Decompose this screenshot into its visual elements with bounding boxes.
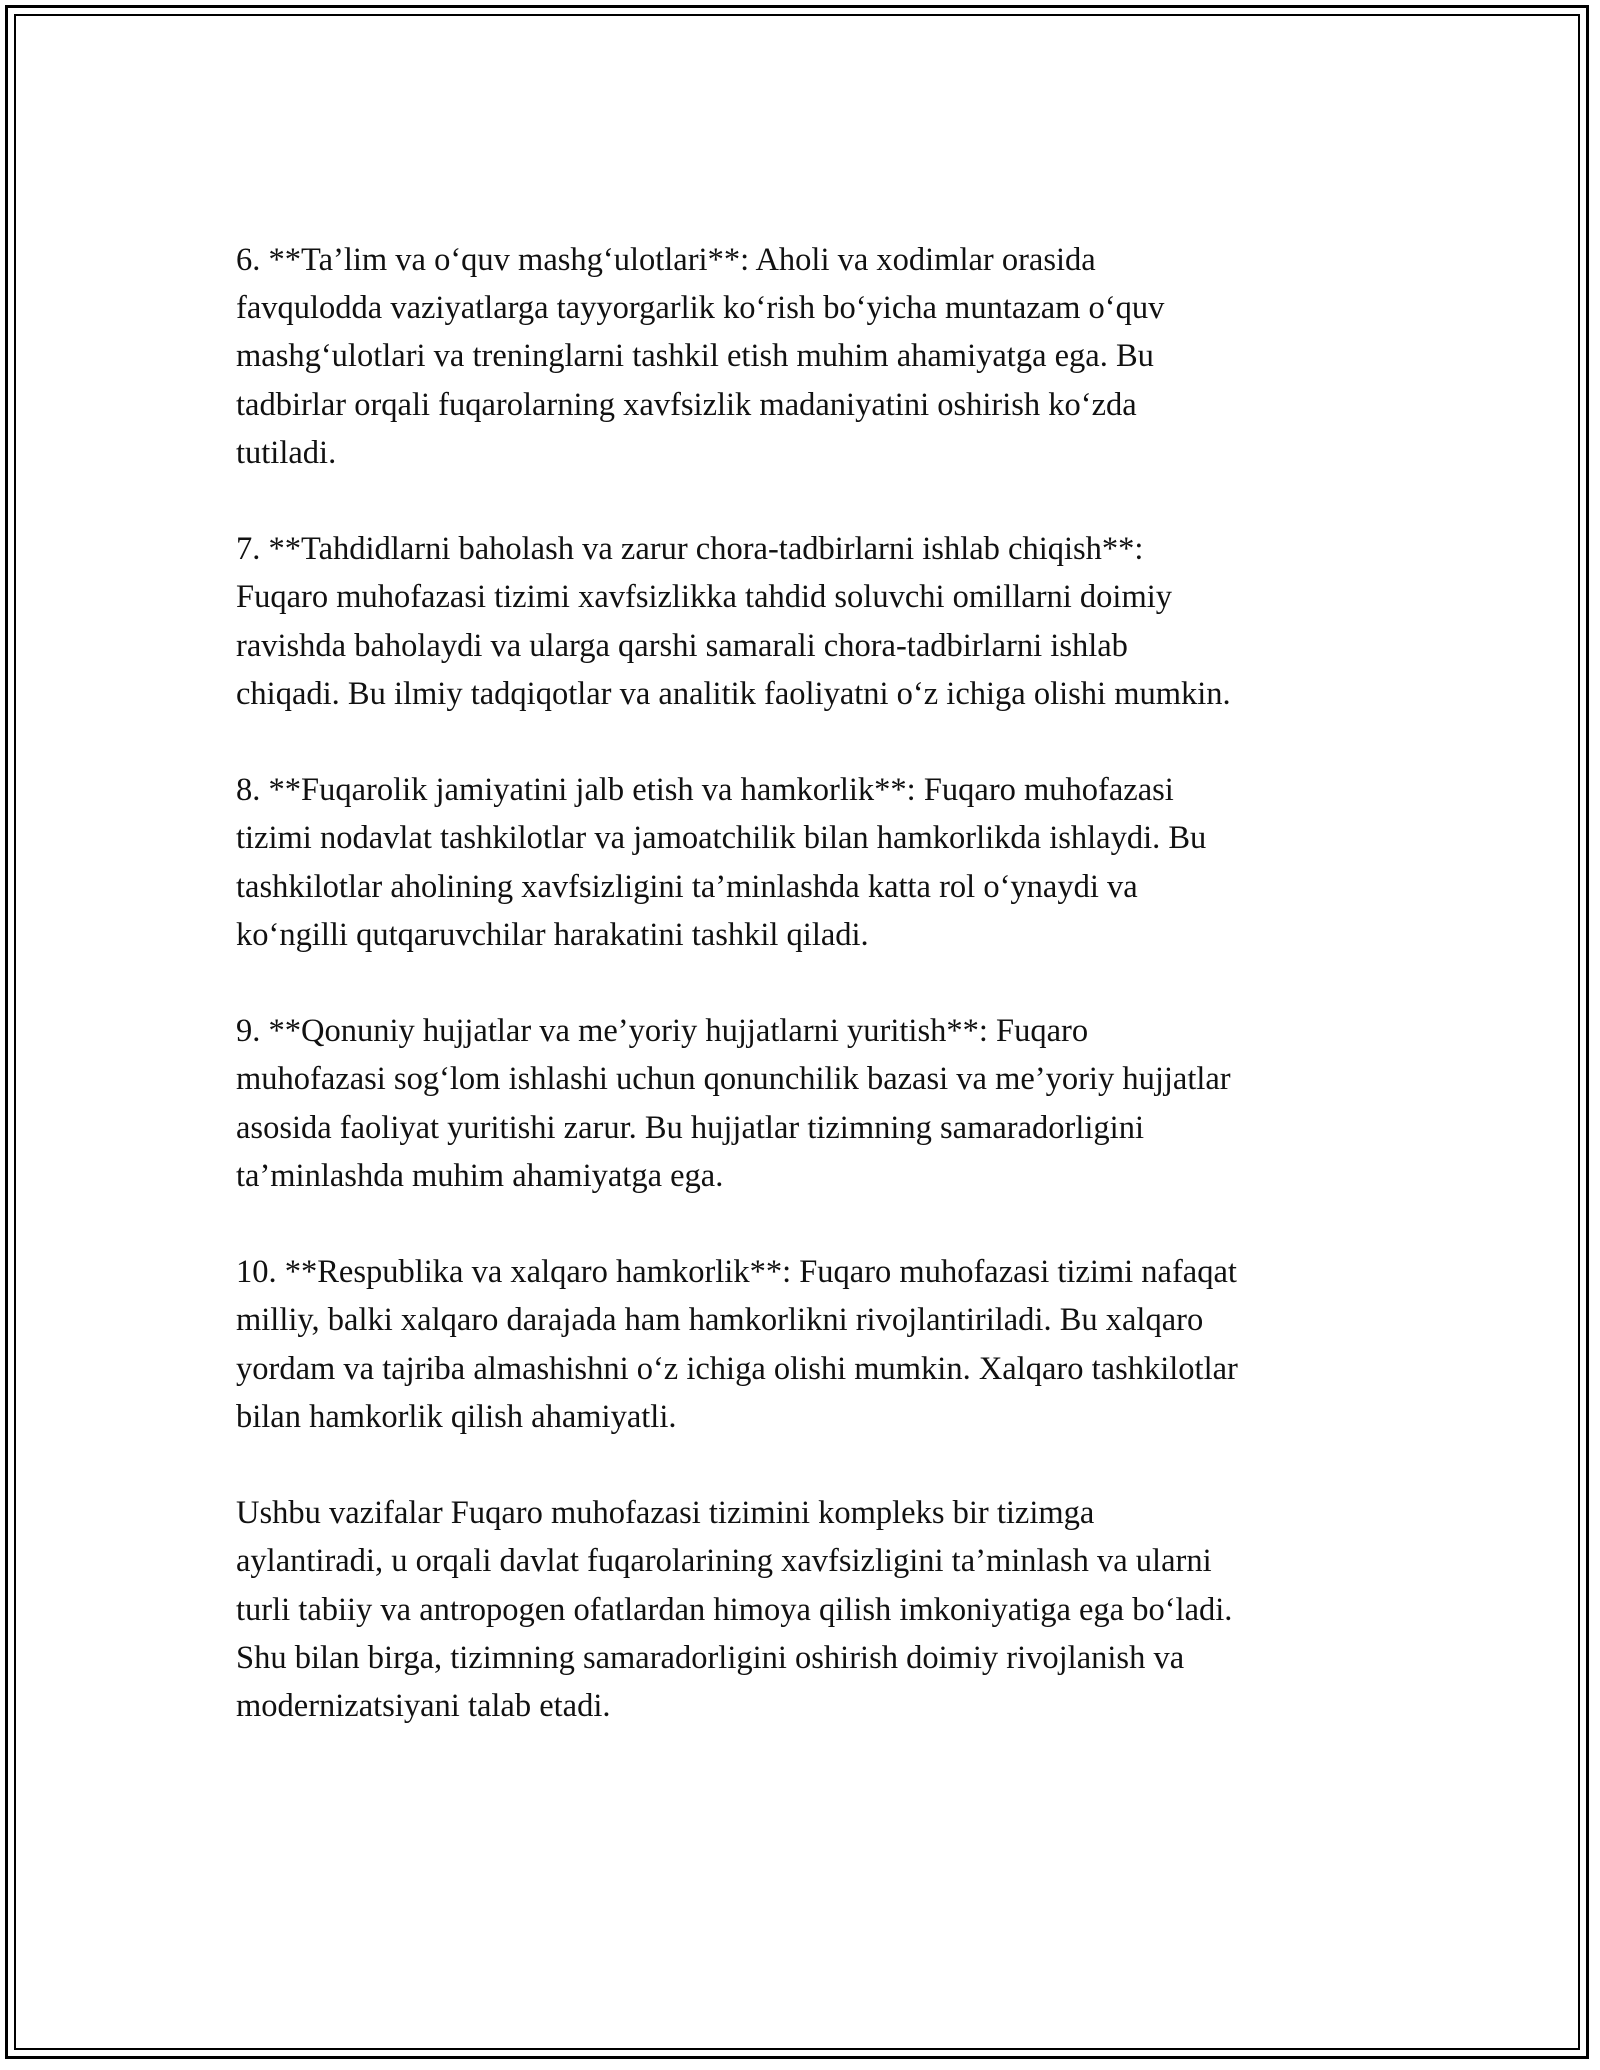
paragraph-item-8: 8. **Fuqarolik jamiyatini jalb etish va hamkorlik**: Fuqaro muhofazasi tizimi nodavlat tashkilotlar va jamoatchilik bilan hamkorlikda ishlaydi. Bu tashkilotlar aholining xavfsizligini ta’minlashda katta rol o‘ynaydi va ko‘ngilli qutqaruvchilar harakatini tashkil qiladi. <box>236 772 1207 953</box>
paragraph-item-9: 9. **Qonuniy hujjatlar va me’yoriy hujjatlarni yuritish**: Fuqaro muhofazasi sog‘lom ishlashi uchun qonunchilik bazasi va me’yoriy hujjatlar asosida faoliyat yuritishi zarur. Bu hujjatlar tizimning samaradorligini ta’minlashda muhim ahamiyatga ega. <box>236 1013 1231 1194</box>
paragraph-item-6: 6. **Ta’lim va o‘quv mashg‘ulotlari**: Aholi va xodimlar orasida favqulodda vaziyatlarga tayyorgarlik ko‘rish bo‘yicha muntazam o‘quv mashg‘ulotlari va treninglarni tashkil etish muhim ahamiyatga ega. Bu tadbirlar orqali fuqarolarning xavfsizlik madaniyatini oshirish ko‘zda tutiladi. <box>236 242 1165 471</box>
paragraph-conclusion: Ushbu vazifalar Fuqaro muhofazasi tizimini kompleks bir tizimga aylantiradi, u orqali davlat fuqarolarining xavfsizligini ta’minlash va ularni turli tabiiy va antropogen ofatlardan himoya qilish imkoniyatiga ega bo‘ladi. Shu bilan birga, tizimning samaradorligini oshirish doimiy rivojlanish va modernizatsiyani talab etadi. <box>236 1495 1233 1725</box>
document-body <box>236 236 1376 1730</box>
paragraph-item-7: 7. **Tahdidlarni baholash va zarur chora-tadbirlarni ishlab chiqish**: Fuqaro muhofazasi tizimi xavfsizlikka tahdid soluvchi omillarni doimiy ravishda baholaydi va ularga qarshi samarali chora-tadbirlarni ishlab chiqadi. Bu ilmiy tadqiqotlar va analitik faoliyatni o‘z ichiga olishi mumkin. <box>236 531 1231 712</box>
paragraph-item-10: 10. **Respublika va xalqaro hamkorlik**: Fuqaro muhofazasi tizimi nafaqat milliy, balki xalqaro darajada ham hamkorlikni rivojlantiriladi. Bu xalqaro yordam va tajriba almashishni o‘z ichiga olishi mumkin. Xalqaro tashkilotlar bilan hamkorlik qilish ahamiyatli. <box>236 1254 1238 1435</box>
